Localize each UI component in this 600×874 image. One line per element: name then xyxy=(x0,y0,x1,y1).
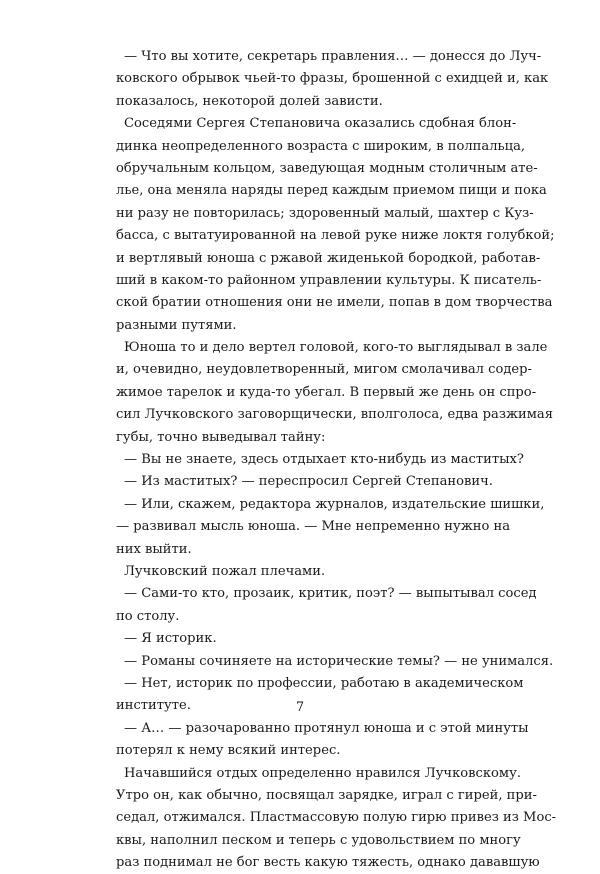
text-line: седал, отжимался. Пластмассовую полую гирю привез из Мос- xyxy=(116,810,557,826)
text-line: — Сами-то кто, прозаик, критик, поэт? — выпытывал сосед xyxy=(124,586,537,602)
text-line: — Вы не знаете, здесь отдыхает кто-нибудь из маститых? xyxy=(124,452,524,468)
text-line: показалось, некоторой долей зависти. xyxy=(116,93,383,109)
text-line: Юноша то и дело вертел головой, кого-то выглядывал в зале xyxy=(124,340,548,356)
text-line: — Романы сочиняете на исторические темы? — не унимался. xyxy=(124,653,554,669)
text-line: — Что вы хотите, секретарь правления… — донесся до Луч- xyxy=(124,49,542,64)
text-line: динка неопределенного возраста с широким, в полпальца, xyxy=(116,138,526,154)
text-line: по столу. xyxy=(116,608,180,624)
text-line: — Или, скажем, редактора журналов, издательские шишки, xyxy=(124,496,545,512)
text-line: — Нет, историк по профессии, работаю в академическом xyxy=(124,675,524,691)
text-line: лье, она меняла наряды перед каждым приемом пищи и пока xyxy=(116,183,547,199)
text-line: басса, с вытатуированной на левой руке ниже локтя голубкой; xyxy=(116,228,555,244)
text-line: — А… — разочарованно протянул юноша и с этой минуты xyxy=(124,720,529,736)
text-line: обручальным кольцом, заведующая модным столичным ате- xyxy=(116,160,538,176)
text-line: раз поднимал не бог весть какую тяжесть, однако дававшую xyxy=(116,855,540,871)
text-line: — Я историк. xyxy=(124,631,217,647)
text-line: ший в каком-то районном управлении культуры. К писатель- xyxy=(116,272,542,288)
text-line: — развивал мысль юноша. — Мне непременно нужно на xyxy=(116,519,511,535)
text-line: сил Лучковского заговорщически, вполголоса, едва разжимая xyxy=(116,407,553,423)
text-line: квы, наполнил песком и теперь с удовольствием по многу xyxy=(116,832,521,848)
text-line: Лучковский пожал плечами. xyxy=(124,563,326,579)
text-line: разными путями. xyxy=(116,317,237,333)
text-line: них выйти. xyxy=(116,541,192,557)
text-line: Начавшийся отдых определенно нравился Лучковскому. xyxy=(124,765,521,781)
text-line: и вертлявый юноша с ржавой жиденькой бородкой, работав- xyxy=(116,250,541,266)
text-line: Утро он, как обычно, посвящал зарядке, играл с гирей, при- xyxy=(116,787,537,803)
text-line: ской братии отношения они не имели, попав в дом творчества xyxy=(116,295,553,311)
text-line: жимое тарелок и куда-то убегал. В первый же день он спро- xyxy=(116,384,537,400)
text-line: ковского обрывок чьей-то фразы, брошенной с ехидцей и, как xyxy=(116,71,549,87)
page-number: 7 xyxy=(295,700,305,715)
text-line: губы, точно выведывал тайну: xyxy=(116,429,326,445)
text-line: — Из маститых? — переспросил Сергей Степанович. xyxy=(124,474,493,490)
text-line: институте. xyxy=(116,698,191,714)
text-line: потерял к нему всякий интерес. xyxy=(116,743,341,759)
text-line: Соседями Сергея Степановича оказались сдобная блон- xyxy=(124,116,517,132)
text-line: ни разу не повторилась; здоровенный малый, шахтер с Куз- xyxy=(116,205,534,221)
text-line: и, очевидно, неудовлетворенный, мигом смолачивал содер- xyxy=(116,362,532,378)
